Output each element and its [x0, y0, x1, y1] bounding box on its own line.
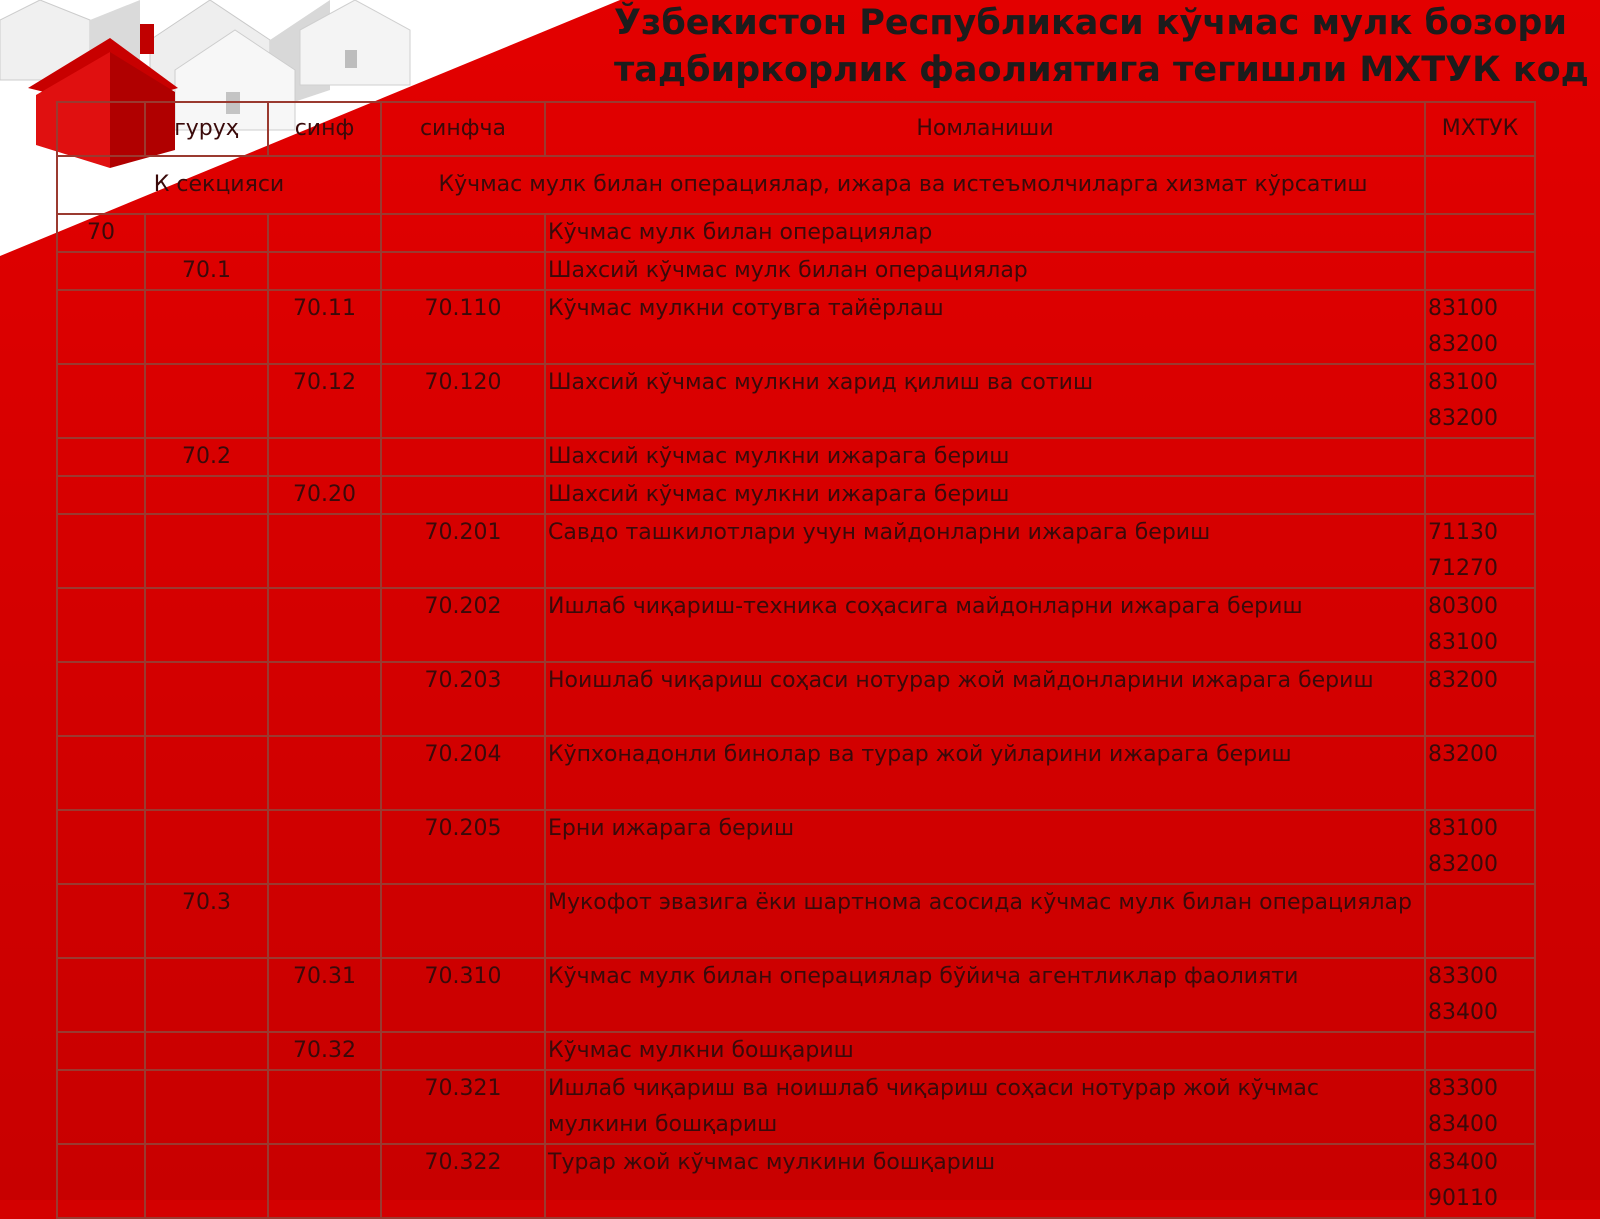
subclass-code: 70.322 — [381, 1144, 545, 1218]
mxtuk-code: 83200 — [1428, 742, 1498, 767]
mxtuk-code: 71130 — [1428, 520, 1498, 545]
activity-name: Кўчмас мулк билан операциялар бўйича агентликлар фаолияти — [545, 958, 1425, 1032]
header-code: МХТУК — [1425, 102, 1535, 156]
group-code — [145, 588, 268, 662]
section-code — [57, 252, 145, 290]
table-row — [57, 810, 1535, 884]
subclass-code: 70.201 — [381, 514, 545, 588]
table-row — [57, 1144, 1535, 1218]
header-subclass: синфча — [381, 102, 545, 156]
subclass-code: 70.321 — [381, 1070, 545, 1144]
activity-name: Кўчмас мулкни сотувга тайёрлаш — [545, 290, 1425, 364]
table-row — [57, 290, 1535, 364]
activity-name: Савдо ташкилотлари учун майдонларни ижарага бериш — [545, 514, 1425, 588]
group-code — [145, 476, 268, 514]
mxtuk-code: 83300 — [1428, 964, 1498, 989]
mxtuk-codes — [1425, 438, 1535, 476]
activity-name: Кўпхонадонли бинолар ва турар жой уйларини ижарага бериш — [545, 736, 1425, 810]
subclass-code: 70.202 — [381, 588, 545, 662]
mxtuk-codes — [1425, 364, 1535, 438]
classification-table — [56, 101, 1536, 1219]
activity-name: Кўчмас мулк билан операциялар — [545, 214, 1425, 252]
slide-title-line2: тадбиркорлик фаолиятига тегишли МХТУК код — [614, 50, 1589, 90]
mxtuk-codes — [1425, 588, 1535, 662]
slide-title — [614, 0, 1600, 94]
section-code: 70 — [57, 214, 145, 252]
section-code — [57, 958, 145, 1032]
subclass-code — [381, 884, 545, 958]
subclass-code — [381, 476, 545, 514]
mxtuk-codes — [1425, 810, 1535, 884]
table-row — [57, 958, 1535, 1032]
group-code: 70.2 — [145, 438, 268, 476]
section-code — [57, 810, 145, 884]
table-row — [57, 736, 1535, 810]
mxtuk-code: 80300 — [1428, 594, 1498, 619]
section-code — [57, 1070, 145, 1144]
activity-name: Шахсий кўчмас мулкни ижарага бериш — [545, 476, 1425, 514]
class-code — [268, 252, 381, 290]
activity-name: Турар жой кўчмас мулкини бошқариш — [545, 1144, 1425, 1218]
subclass-code: 70.310 — [381, 958, 545, 1032]
activity-name: Ерни ижарага бериш — [545, 810, 1425, 884]
class-code: 70.32 — [268, 1032, 381, 1070]
activity-name: Ишлаб чиқариш-техника соҳасига майдонларни ижарага бериш — [545, 588, 1425, 662]
class-code — [268, 1144, 381, 1218]
group-code — [145, 810, 268, 884]
table-header-row — [57, 102, 1535, 156]
subclass-code — [381, 1032, 545, 1070]
section-label: К секцияси — [57, 156, 381, 214]
section-code — [57, 884, 145, 958]
mxtuk-code: 83400 — [1428, 1150, 1498, 1175]
class-code — [268, 884, 381, 958]
table-row — [57, 476, 1535, 514]
section-code — [57, 290, 145, 364]
class-code — [268, 662, 381, 736]
mxtuk-codes — [1425, 1032, 1535, 1070]
group-code — [145, 1070, 268, 1144]
subclass-code: 70.120 — [381, 364, 545, 438]
activity-name: Мукофот эвазига ёки шартнома асосида кўчмас мулк билан операциялар — [545, 884, 1425, 958]
section-code — [57, 736, 145, 810]
table-row — [57, 1032, 1535, 1070]
group-code — [145, 736, 268, 810]
mxtuk-code: 71270 — [1428, 556, 1498, 581]
activity-name: Шахсий кўчмас мулкни ижарага бериш — [545, 438, 1425, 476]
section-code — [57, 662, 145, 736]
class-code — [268, 736, 381, 810]
subclass-code — [381, 214, 545, 252]
section-name: Кўчмас мулк билан операциялар, ижара ва истеъмолчиларга хизмат кўрсатиш — [381, 156, 1425, 214]
subclass-code: 70.110 — [381, 290, 545, 364]
mxtuk-code: 83100 — [1428, 630, 1498, 655]
group-code — [145, 514, 268, 588]
subclass-code: 70.205 — [381, 810, 545, 884]
table-row — [57, 252, 1535, 290]
section-code — [57, 1032, 145, 1070]
activity-name: Кўчмас мулкни бошқариш — [545, 1032, 1425, 1070]
mxtuk-codes — [1425, 1070, 1535, 1144]
group-code: 70.1 — [145, 252, 268, 290]
section-row — [57, 156, 1535, 214]
class-code — [268, 588, 381, 662]
section-code — [57, 514, 145, 588]
mxtuk-codes — [1425, 214, 1535, 252]
mxtuk-codes — [1425, 884, 1535, 958]
mxtuk-code: 83300 — [1428, 1076, 1498, 1101]
mxtuk-code: 83200 — [1428, 852, 1498, 877]
mxtuk-code: 83100 — [1428, 370, 1498, 395]
class-code — [268, 214, 381, 252]
class-code — [268, 1070, 381, 1144]
mxtuk-codes — [1425, 252, 1535, 290]
mxtuk-codes — [1425, 290, 1535, 364]
table-row — [57, 438, 1535, 476]
slide-title-line1: Ўзбекистон Республикаси кўчмас мулк бозори — [614, 3, 1567, 43]
group-code — [145, 290, 268, 364]
mxtuk-codes — [1425, 476, 1535, 514]
mxtuk-code: 83200 — [1428, 668, 1498, 693]
mxtuk-code: 90110 — [1428, 1186, 1498, 1211]
class-code: 70.31 — [268, 958, 381, 1032]
header-name: Номланиши — [545, 102, 1425, 156]
header-section-cell — [57, 102, 145, 156]
mxtuk-codes — [1425, 736, 1535, 810]
activity-name: Шахсий кўчмас мулкни харид қилиш ва сотиш — [545, 364, 1425, 438]
section-code — [57, 1144, 145, 1218]
mxtuk-code: 83400 — [1428, 1000, 1498, 1025]
header-class: синф — [268, 102, 381, 156]
mxtuk-code: 83400 — [1428, 1112, 1498, 1137]
activity-name: Шахсий кўчмас мулк билан операциялар — [545, 252, 1425, 290]
mxtuk-code: 83200 — [1428, 332, 1498, 357]
mxtuk-code: 83200 — [1428, 406, 1498, 431]
section-code — [57, 476, 145, 514]
section-code — [57, 364, 145, 438]
table-row — [57, 884, 1535, 958]
group-code — [145, 1032, 268, 1070]
mxtuk-codes — [1425, 514, 1535, 588]
table-row — [57, 588, 1535, 662]
class-code: 70.20 — [268, 476, 381, 514]
table-row — [57, 214, 1535, 252]
table-row — [57, 364, 1535, 438]
header-group: гуруҳ — [145, 102, 268, 156]
section-code-cell — [1425, 156, 1535, 214]
subclass-code — [381, 438, 545, 476]
mxtuk-codes — [1425, 958, 1535, 1032]
table-row — [57, 662, 1535, 736]
group-code — [145, 1144, 268, 1218]
group-code — [145, 364, 268, 438]
subclass-code: 70.204 — [381, 736, 545, 810]
mxtuk-code: 83100 — [1428, 816, 1498, 841]
subclass-code — [381, 252, 545, 290]
mxtuk-codes — [1425, 1144, 1535, 1218]
table-row — [57, 514, 1535, 588]
section-code — [57, 588, 145, 662]
activity-name: Ишлаб чиқариш ва ноишлаб чиқариш соҳаси нотурар жой кўчмас мулкини бошқариш — [545, 1070, 1425, 1144]
class-code — [268, 438, 381, 476]
section-code — [57, 438, 145, 476]
group-code — [145, 214, 268, 252]
group-code: 70.3 — [145, 884, 268, 958]
table-row — [57, 1070, 1535, 1144]
class-code — [268, 810, 381, 884]
subclass-code: 70.203 — [381, 662, 545, 736]
activity-name: Ноишлаб чиқариш соҳаси нотурар жой майдонларини ижарага бериш — [545, 662, 1425, 736]
group-code — [145, 958, 268, 1032]
mxtuk-code: 83100 — [1428, 296, 1498, 321]
class-code: 70.11 — [268, 290, 381, 364]
mxtuk-codes — [1425, 662, 1535, 736]
class-code — [268, 514, 381, 588]
class-code: 70.12 — [268, 364, 381, 438]
group-code — [145, 662, 268, 736]
